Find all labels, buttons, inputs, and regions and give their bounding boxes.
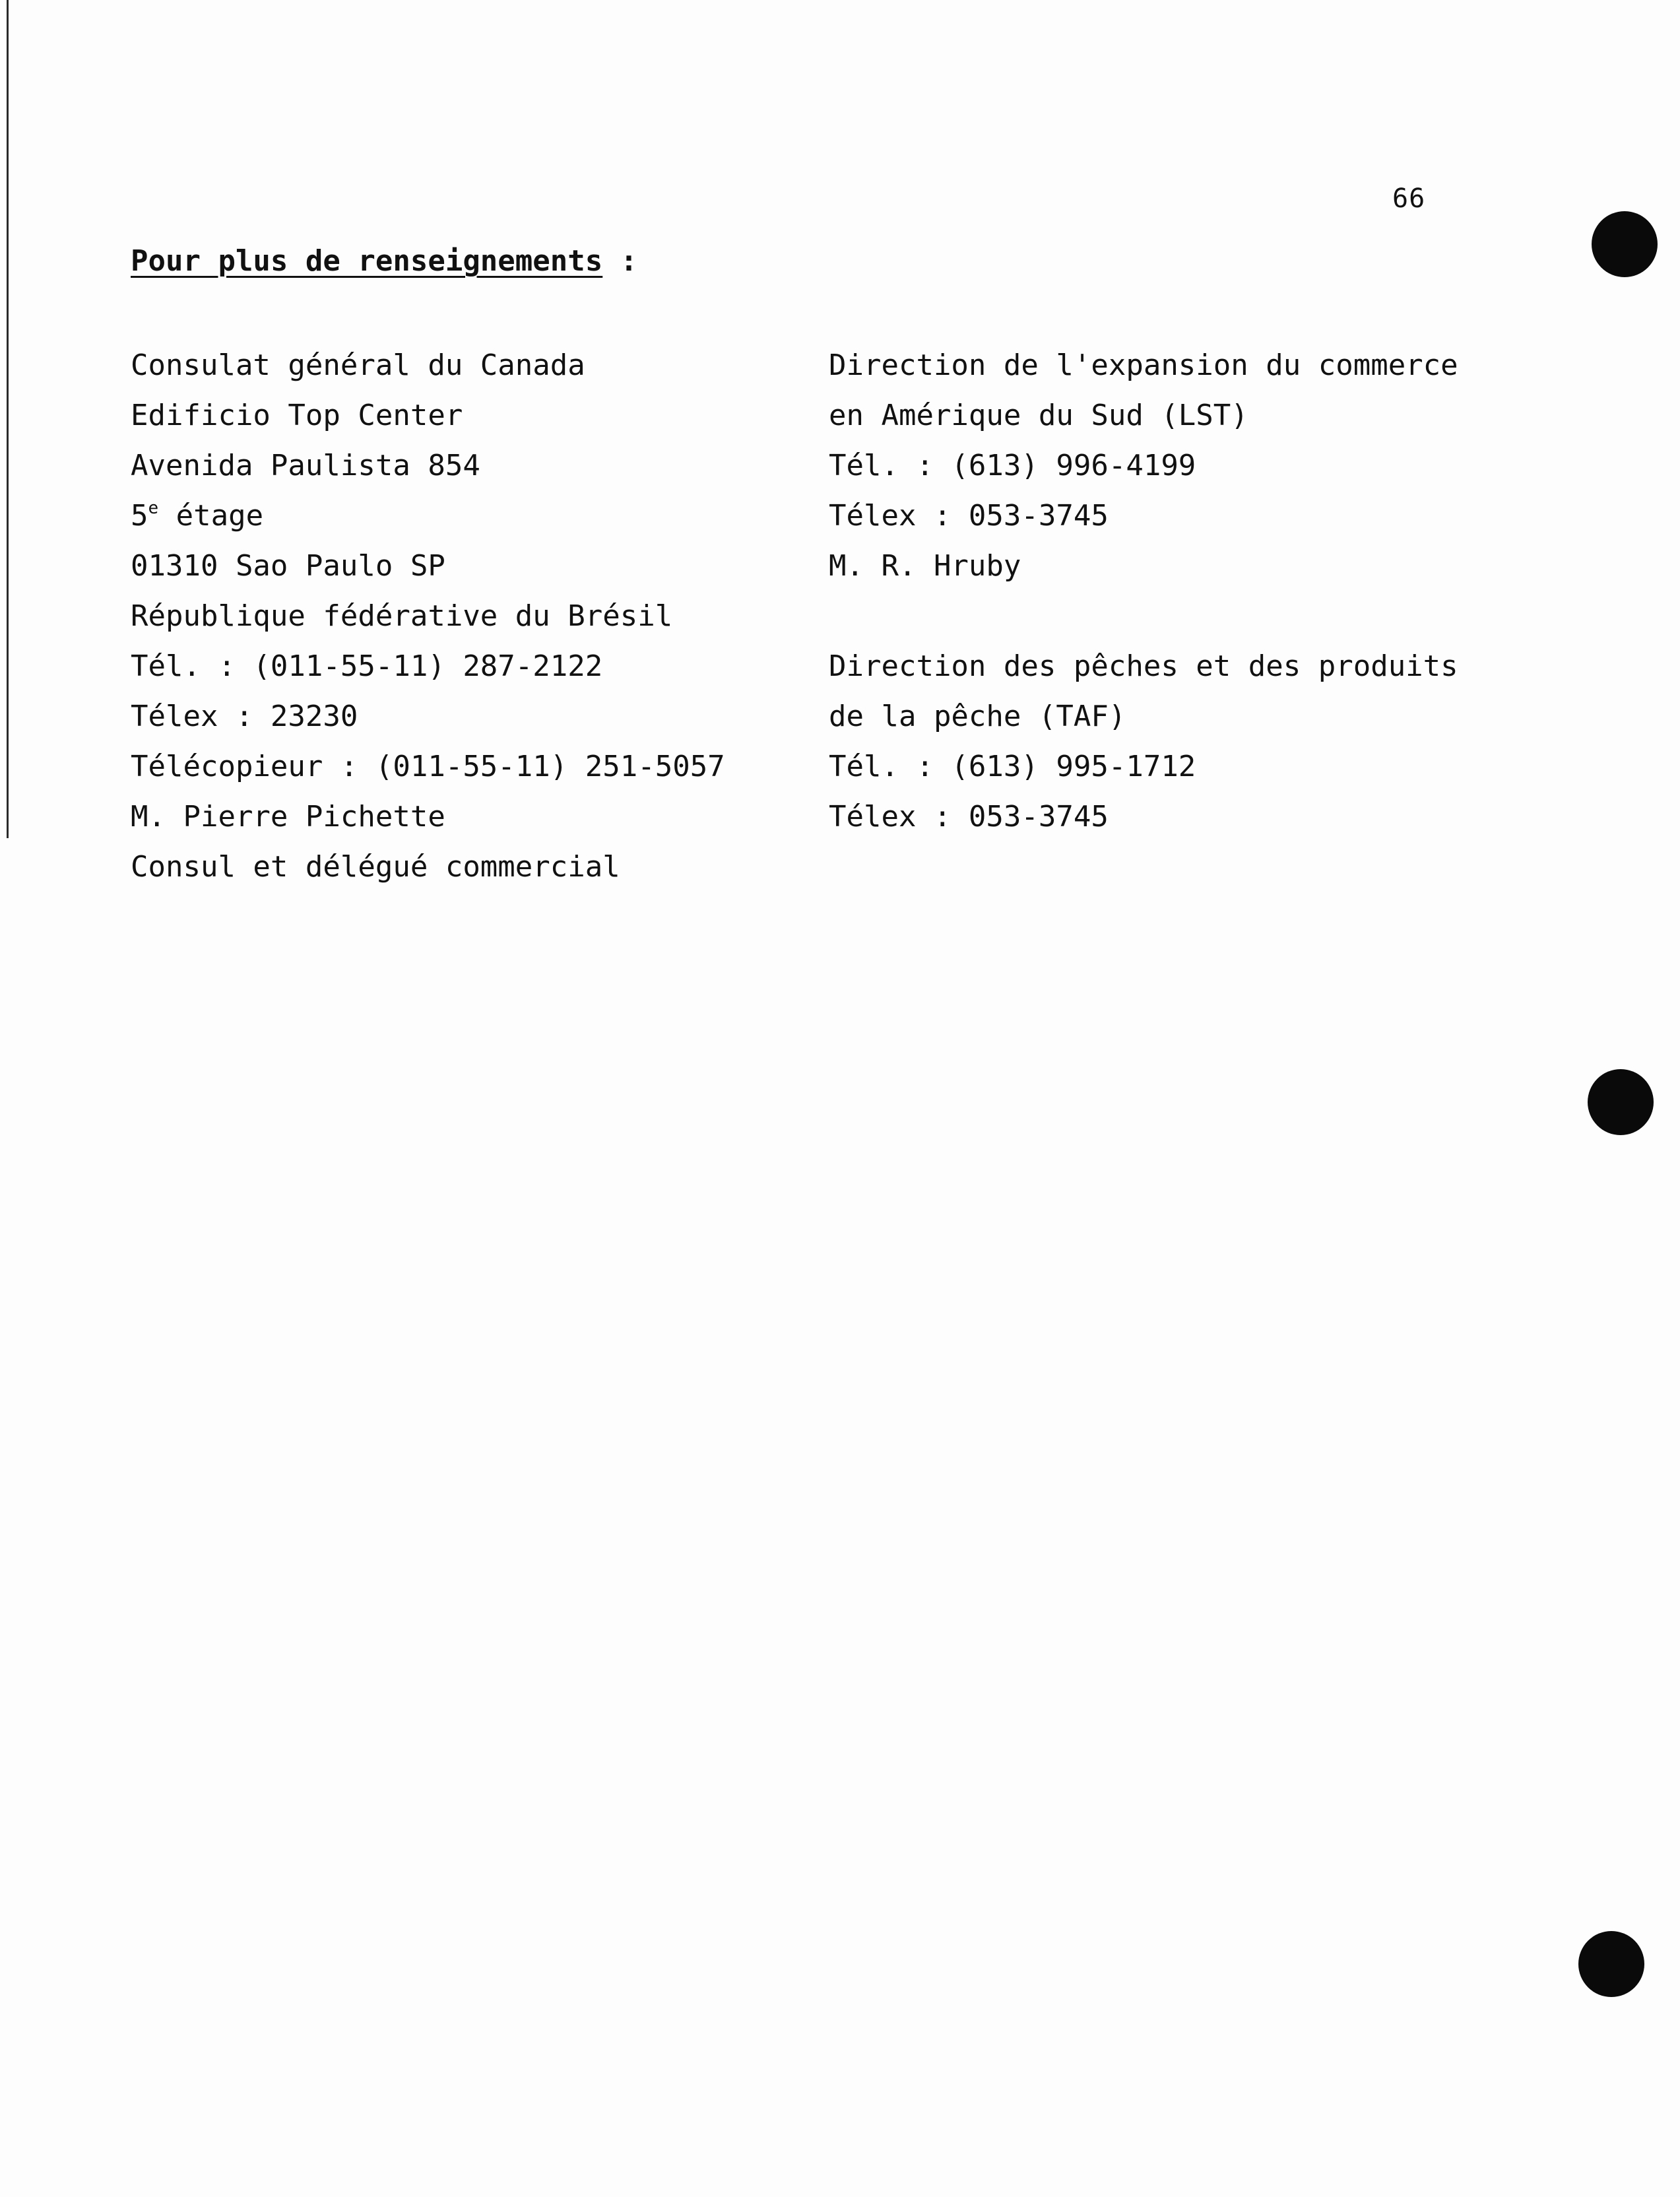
department-name: Direction des pêches et des produits	[829, 649, 1458, 683]
fisheries-contact	[829, 641, 1458, 842]
contact-title: Consul et délégué commercial	[131, 850, 620, 884]
telex-line: Télex : 053-3745	[829, 499, 1109, 533]
contact-name: M. R. Hruby	[829, 549, 1021, 583]
department-name: de la pêche (TAF)	[829, 700, 1126, 733]
section-heading-colon: :	[602, 244, 638, 278]
contact-name: M. Pierre Pichette	[131, 800, 445, 834]
telex-line: Télex : 053-3745	[829, 800, 1109, 834]
page-number: 66	[1392, 183, 1426, 214]
binder-hole	[1578, 1931, 1644, 1997]
address-line: Consulat général du Canada	[131, 348, 585, 382]
block-spacer	[829, 591, 1458, 641]
floor-word: étage	[158, 499, 264, 533]
floor-number: 5	[131, 499, 148, 533]
phone-line: Tél. : (011-55-11) 287-2122	[131, 649, 603, 683]
phone-line: Tél. : (613) 995-1712	[829, 750, 1196, 783]
address-line: Avenida Paulista 854	[131, 449, 480, 482]
binder-hole	[1592, 211, 1658, 277]
section-heading	[131, 244, 637, 278]
scan-left-edge-line	[7, 0, 9, 838]
fax-line: Télécopieur : (011-55-11) 251-5057	[131, 750, 725, 783]
telex-line: Télex : 23230	[131, 700, 358, 733]
address-line: Edificio Top Center	[131, 399, 463, 432]
section-heading-label: Pour plus de renseignements	[131, 244, 603, 278]
department-name: Direction de l'expansion du commerce	[829, 348, 1458, 382]
phone-line: Tél. : (613) 996-4199	[829, 449, 1196, 482]
address-line: 01310 Sao Paulo SP	[131, 549, 445, 583]
floor-superscript: e	[148, 498, 159, 518]
department-name: en Amérique du Sud (LST)	[829, 399, 1248, 432]
binder-hole	[1588, 1069, 1654, 1135]
trade-expansion-contact	[829, 341, 1458, 591]
consulate-address-block	[131, 341, 725, 892]
address-line: République fédérative du Brésil	[131, 599, 673, 633]
department-contacts-block	[829, 341, 1458, 842]
address-floor-line	[131, 491, 725, 541]
